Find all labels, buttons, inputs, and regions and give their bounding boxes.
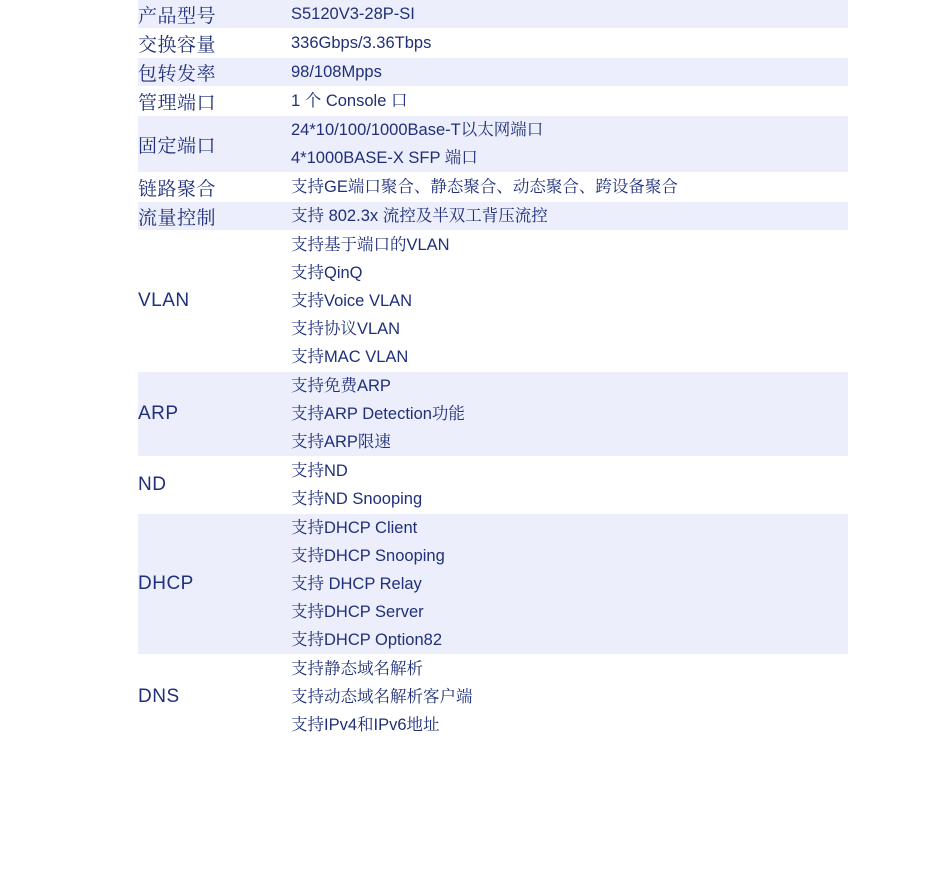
spec-label: 链路聚合 [138,173,291,201]
spec-value-line: 支持协议VLAN [291,320,401,338]
spec-label: VLAN [138,231,291,371]
table-row [138,655,848,739]
row-divider-cell [138,739,848,740]
specification-table [138,0,848,740]
table-row [138,202,848,230]
spec-label: 包转发率 [138,58,291,86]
spec-value-line: 支持GE端口聚合、静态聚合、动态聚合、跨设备聚合 [291,178,678,196]
table-row [138,58,848,86]
spec-value-line: 支持DHCP Snooping [291,547,445,565]
table-row [138,173,848,201]
spec-value [291,202,848,230]
spec-value [291,58,848,86]
spec-value [291,372,848,456]
spec-value-line: S5120V3-28P-SI [291,5,415,23]
spec-value [291,173,848,201]
spec-value-line: 支持 DHCP Relay [291,575,422,593]
spec-label: 管理端口 [138,87,291,115]
spec-value-line: 支持动态域名解析客户端 [291,688,473,706]
spec-value-line: 支持MAC VLAN [291,348,409,366]
table-row [138,514,848,654]
spec-value-line: 支持免费ARP [291,377,391,395]
table-row [138,29,848,57]
spec-value-line: 24*10/100/1000Base-T以太网端口 [291,121,544,139]
table-row [138,0,848,28]
spec-value [291,116,848,172]
spec-label: ARP [138,372,291,456]
spec-value-line: 支持 802.3x 流控及半双工背压流控 [291,207,548,225]
table-row [138,457,848,513]
spec-label: 产品型号 [138,0,291,28]
spec-value-line: 支持QinQ [291,264,363,282]
spec-value [291,457,848,513]
spec-value-line: 支持ND Snooping [291,490,423,508]
spec-value-line: 支持Voice VLAN [291,292,413,310]
spec-value-line: 支持静态域名解析 [291,660,423,678]
table-row [138,116,848,172]
spec-label: 交换容量 [138,29,291,57]
row-divider [138,739,848,740]
spec-value [291,231,848,371]
spec-value-line: 支持DHCP Option82 [291,631,443,649]
spec-value [291,655,848,739]
spec-value-line: 支持DHCP Client [291,519,418,537]
spec-value-line: 1 个 Console 口 [291,92,408,110]
spec-value [291,29,848,57]
spec-label: DHCP [138,514,291,654]
spec-value-line: 4*1000BASE-X SFP 端口 [291,149,478,167]
spec-value-line: 支持ARP Detection功能 [291,405,465,423]
specification-table-body [138,0,848,740]
spec-value-line: 支持基于端口的VLAN [291,236,450,254]
spec-value [291,514,848,654]
spec-label: ND [138,457,291,513]
spec-label: 流量控制 [138,202,291,230]
spec-value-line: 支持IPv4和IPv6地址 [291,716,440,734]
spec-label: 固定端口 [138,116,291,172]
table-row [138,231,848,371]
spec-label: DNS [138,655,291,739]
table-row [138,372,848,456]
spec-value-line: 336Gbps/3.36Tbps [291,34,432,52]
spec-value-line: 支持DHCP Server [291,603,424,621]
spec-value [291,87,848,115]
spec-value [291,0,848,28]
spec-value-line: 支持ND [291,462,348,480]
spec-value-line: 98/108Mpps [291,63,382,81]
spec-value-line: 支持ARP限速 [291,433,391,451]
table-row [138,87,848,115]
